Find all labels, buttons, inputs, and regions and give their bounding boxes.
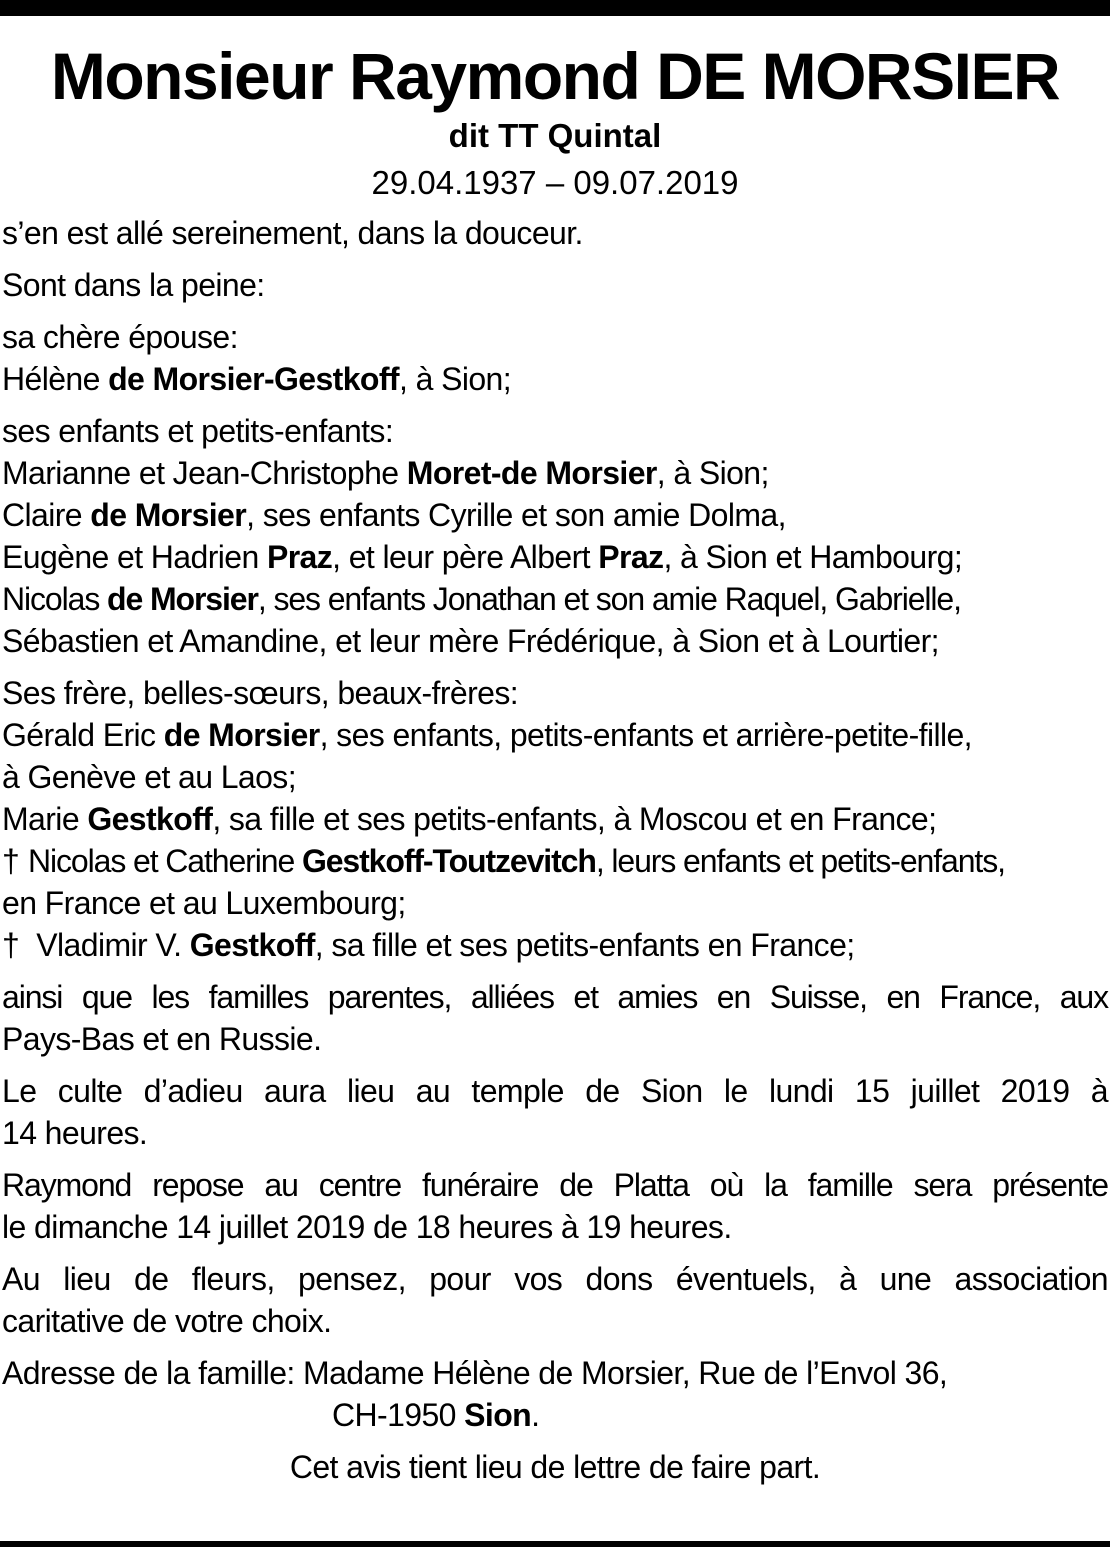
- flowers-paragraph: [2, 1258, 1108, 1342]
- child-line-3: Eugène et Hadrien Praz, et leur père Albert Praz, à Sion et Hambourg;: [2, 539, 963, 575]
- repose-line-1: Raymond repose au centre funéraire de Platta où la famille sera présente: [2, 1167, 1108, 1203]
- intro-line: s’en est allé sereinement, dans la douceur.: [2, 215, 583, 251]
- deceased-name: Monsieur Raymond DE MORSIER: [50, 39, 1060, 113]
- child-line-4: Nicolas de Morsier, ses enfants Jonathan et son amie Raquel, Gabrielle,: [2, 581, 961, 617]
- repose-paragraph: [2, 1164, 1108, 1248]
- life-dates: 29.04.1937 – 09.07.2019: [371, 164, 739, 201]
- flowers-line-2: caritative de votre choix.: [2, 1303, 332, 1339]
- flowers-line-1: Au lieu de fleurs, pensez, pour vos dons éventuels, à une association: [2, 1261, 1108, 1297]
- siblings-heading: Ses frère, belles-sœurs, beaux-frères:: [2, 675, 519, 711]
- sibling-line-1: Gérald Eric de Morsier, ses enfants, petits-enfants et arrière-petite-fille,: [2, 717, 972, 753]
- families-line-2: Pays-Bas et en Russie.: [2, 1021, 322, 1057]
- sibling-line-3: Marie Gestkoff, sa fille et ses petits-enfants, à Moscou et en France;: [2, 801, 937, 837]
- address-paragraph: [2, 1352, 1108, 1436]
- service-line-1: Le culte d’adieu aura lieu au temple de Sion le lundi 15 juillet 2019 à: [2, 1073, 1108, 1109]
- cross-icon: †: [2, 843, 19, 879]
- child-line-2: Claire de Morsier, ses enfants Cyrille et son amie Dolma,: [2, 497, 786, 533]
- service-line-2: 14 heures.: [2, 1115, 148, 1151]
- closing-line: Cet avis tient lieu de lettre de faire part.: [289, 1449, 821, 1485]
- sibling-line-4: † Nicolas et Catherine Gestkoff-Toutzevitch, leurs enfants et petits-enfants,: [2, 840, 1108, 882]
- siblings-section: [2, 672, 1108, 966]
- families-line-1: ainsi que les familles parentes, alliées et amies en Suisse, en France, aux: [2, 979, 1108, 1015]
- spouse-section: [2, 316, 1108, 400]
- sibling-line-2: à Genève et au Laos;: [2, 759, 297, 795]
- address-line-1: Adresse de la famille: Madame Hélène de Morsier, Rue de l’Envol 36,: [2, 1355, 948, 1391]
- child-line-1: Marianne et Jean-Christophe Moret-de Morsier, à Sion;: [2, 455, 769, 491]
- cross-icon: †: [2, 927, 20, 963]
- repose-line-2: le dimanche 14 juillet 2019 de 18 heures à 19 heures.: [2, 1209, 732, 1245]
- bottom-border-rule: [0, 1541, 1110, 1547]
- spouse-heading: sa chère épouse:: [2, 319, 238, 355]
- top-border-rule: [0, 0, 1110, 16]
- service-paragraph: [2, 1070, 1108, 1154]
- families-paragraph: [2, 976, 1108, 1060]
- address-line-2: CH-1950 Sion.: [332, 1397, 540, 1433]
- spouse-name-line: Hélène de Morsier-Gestkoff, à Sion;: [2, 361, 512, 397]
- sibling-line-6: † Vladimir V. Gestkoff, sa fille et ses petits-enfants en France;: [2, 924, 1108, 966]
- notice-content: [2, 38, 1108, 1488]
- children-heading: ses enfants et petits-enfants:: [2, 413, 394, 449]
- sorrow-line: Sont dans la peine:: [2, 267, 265, 303]
- children-section: [2, 410, 1108, 662]
- child-line-5: Sébastien et Amandine, et leur mère Frédérique, à Sion et à Lourtier;: [2, 623, 939, 659]
- nickname: dit TT Quintal: [448, 117, 662, 154]
- sibling-line-5: en France et au Luxembourg;: [2, 885, 406, 921]
